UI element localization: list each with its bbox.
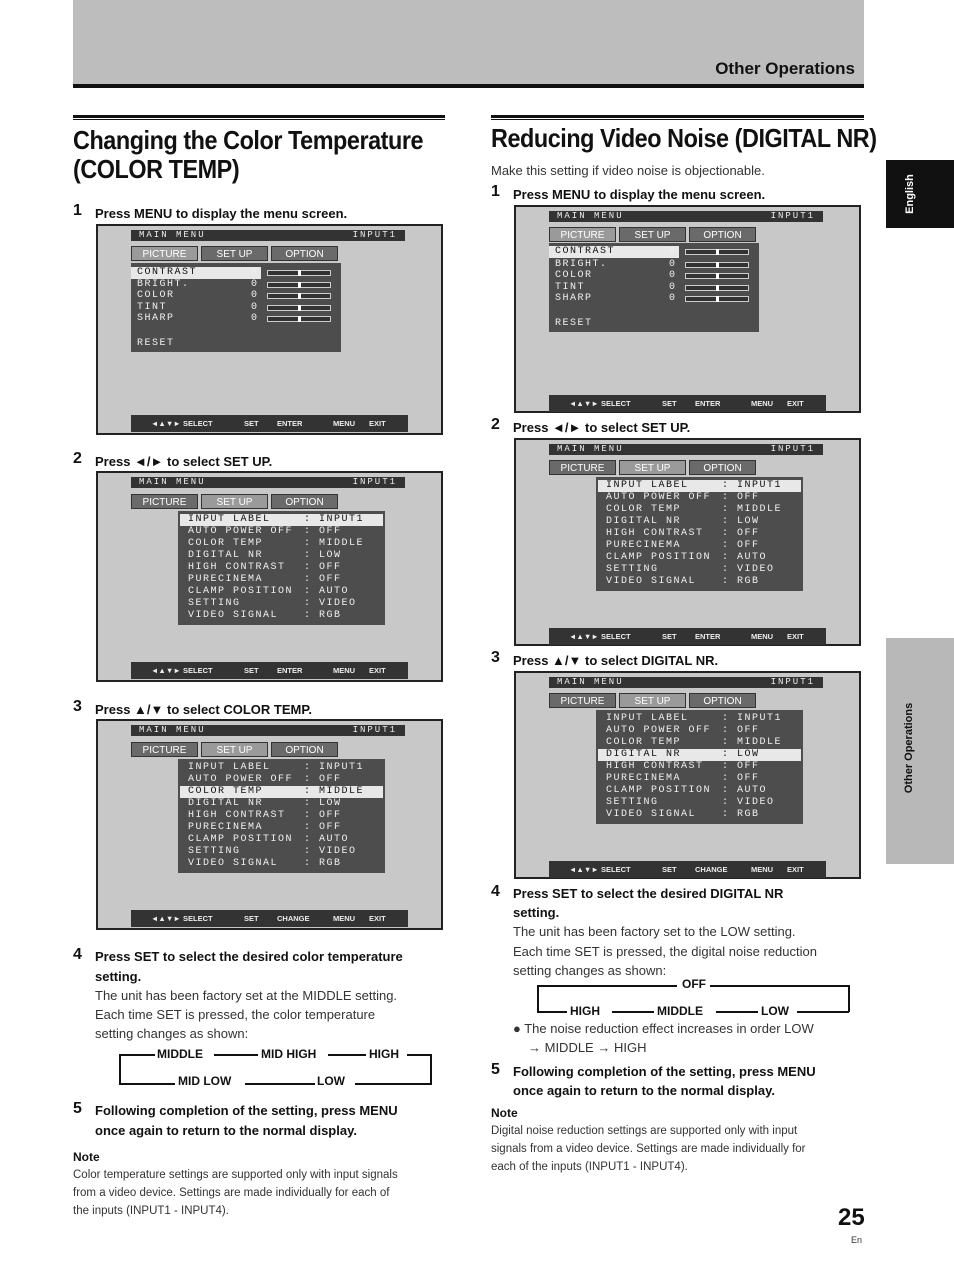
left-step-4e: setting changes as shown: xyxy=(95,1026,249,1041)
value: : MIDDLE xyxy=(304,786,365,797)
value: 0 xyxy=(251,279,259,290)
menu-row[interactable]: SHARP xyxy=(137,313,175,324)
menu-row[interactable]: PURECINEMA xyxy=(606,540,682,551)
right-step-5b: once again to return to the normal display. xyxy=(513,1083,775,1098)
lang-tab-label: English xyxy=(903,174,916,214)
menu-row[interactable]: HIGH CONTRAST xyxy=(188,562,286,573)
tab-option[interactable]: OPTION xyxy=(271,246,338,261)
tab-option[interactable]: OPTION xyxy=(689,460,756,475)
menu-row[interactable]: VIDEO SIGNAL xyxy=(606,809,697,820)
left-note-3: the inputs (INPUT1 - INPUT4). xyxy=(73,1205,229,1217)
left-step-2: Press ◄/► to select SET UP. xyxy=(95,454,273,469)
value: : VIDEO xyxy=(722,564,775,575)
tab-picture[interactable]: PICTURE xyxy=(549,227,616,242)
slider[interactable] xyxy=(685,262,749,268)
value: : OFF xyxy=(722,761,760,772)
menu-row[interactable]: CLAMP POSITION xyxy=(188,586,294,597)
step-number: 4 xyxy=(491,883,500,900)
flow-middle: MIDDLE xyxy=(657,1004,703,1018)
value: : OFF xyxy=(722,492,760,503)
step-number: 2 xyxy=(491,416,500,433)
menu-row[interactable]: COLOR xyxy=(555,270,593,281)
picture-panel xyxy=(549,243,759,332)
menu-row[interactable]: CONTRAST xyxy=(549,246,679,258)
menu-row[interactable]: PURECINEMA xyxy=(188,822,264,833)
menu-row[interactable]: AUTO POWER OFF xyxy=(188,774,294,785)
flow-high: HIGH xyxy=(570,1004,600,1018)
value: : INPUT1 xyxy=(304,762,365,773)
tab-setup[interactable]: SET UP xyxy=(619,227,686,242)
left-title-2: (COLOR TEMP) xyxy=(73,154,240,184)
menu-row[interactable]: SETTING xyxy=(188,846,241,857)
value: : OFF xyxy=(722,725,760,736)
value: 0 xyxy=(669,259,677,270)
menu-footer: ◄▲▼► SELECT SET ENTER MENU EXIT xyxy=(549,628,826,645)
value: : OFF xyxy=(304,574,342,585)
left-note-2: from a video device. Settings are made individually for each of xyxy=(73,1187,390,1199)
tab-picture[interactable]: PICTURE xyxy=(549,460,616,475)
menu-row[interactable]: VIDEO SIGNAL xyxy=(606,576,697,587)
menu-footer: ◄▲▼► SELECT SET ENTER MENU EXIT xyxy=(549,395,826,412)
value: : RGB xyxy=(722,576,760,587)
right-step-2: Press ◄/► to select SET UP. xyxy=(513,420,691,435)
flow-middle: MIDDLE xyxy=(157,1047,203,1061)
menu-row[interactable]: AUTO POWER OFF xyxy=(188,526,294,537)
right-rule xyxy=(491,115,864,120)
value: 0 xyxy=(669,270,677,281)
slider[interactable] xyxy=(685,296,749,302)
tab-picture[interactable]: PICTURE xyxy=(131,742,198,757)
menu-row[interactable]: AUTO POWER OFF xyxy=(606,725,712,736)
value: : OFF xyxy=(722,528,760,539)
menu-title-bar: MAIN MENU INPUT1 xyxy=(549,211,823,222)
menu-row[interactable]: COLOR TEMP xyxy=(188,538,264,549)
menu-row[interactable]: CLAMP POSITION xyxy=(606,552,712,563)
value: : AUTO xyxy=(722,785,768,796)
value: : LOW xyxy=(304,798,342,809)
right-step-4d: Each time SET is pressed, the digital noise reduction xyxy=(513,944,817,959)
left-note-1: Color temperature settings are supported only with input signals xyxy=(73,1169,398,1181)
step-number: 3 xyxy=(73,698,82,715)
step-number: 4 xyxy=(73,946,82,963)
value: : RGB xyxy=(722,809,760,820)
right-bullet-2: → MIDDLE → HIGH xyxy=(528,1040,647,1055)
menu-row[interactable]: SHARP xyxy=(555,293,593,304)
menu-row[interactable]: CLAMP POSITION xyxy=(188,834,294,845)
menu-screen xyxy=(96,471,443,682)
value: : OFF xyxy=(722,540,760,551)
menu-row[interactable]: COLOR TEMP xyxy=(606,504,682,515)
right-note-title: Note xyxy=(491,1106,518,1120)
slider[interactable] xyxy=(685,273,749,279)
tab-option[interactable]: OPTION xyxy=(271,494,338,509)
menu-row[interactable]: DIGITAL NR xyxy=(606,516,682,527)
value: 0 xyxy=(669,282,677,293)
other-ops-tab-label: Other Operations xyxy=(903,702,916,794)
value: 0 xyxy=(669,293,677,304)
right-step-5a: Following completion of the setting, press MENU xyxy=(513,1064,816,1079)
value: : OFF xyxy=(304,822,342,833)
other-ops-tab xyxy=(886,638,954,864)
value: : RGB xyxy=(304,610,342,621)
tab-option[interactable]: OPTION xyxy=(689,227,756,242)
left-step-1: Press MENU to display the menu screen. xyxy=(95,206,348,221)
menu-row[interactable]: COLOR TEMP xyxy=(606,737,682,748)
menu-row[interactable]: TINT xyxy=(137,302,168,313)
menu-footer: ◄▲▼► SELECT SET CHANGE MENU EXIT xyxy=(131,910,408,927)
value: : LOW xyxy=(722,516,760,527)
menu-footer: ◄▲▼► SELECT SET CHANGE MENU EXIT xyxy=(549,861,826,878)
value: 0 xyxy=(251,267,259,278)
value: : AUTO xyxy=(304,586,350,597)
menu-row[interactable]: COLOR xyxy=(137,290,175,301)
left-title-1: Changing the Color Temperature xyxy=(73,125,424,155)
menu-screen xyxy=(514,205,861,413)
menu-row[interactable]: BRIGHT. xyxy=(555,259,608,270)
value: 0 xyxy=(669,246,677,257)
slider[interactable] xyxy=(267,293,331,299)
slider[interactable] xyxy=(685,285,749,291)
picture-panel xyxy=(131,263,341,352)
menu-row[interactable]: HIGH CONTRAST xyxy=(188,810,286,821)
menu-title-bar: MAIN MENU INPUT1 xyxy=(131,230,405,241)
setup-panel xyxy=(178,511,385,625)
menu-title-bar: MAIN MENU INPUT1 xyxy=(549,677,823,688)
section-title: Other Operations xyxy=(715,59,855,78)
value: : OFF xyxy=(722,773,760,784)
value: : INPUT1 xyxy=(722,480,783,491)
flow-midlow: MID LOW xyxy=(178,1074,232,1088)
value: : VIDEO xyxy=(304,598,357,609)
menu-footer: ◄▲▼► SELECT SET ENTER MENU EXIT xyxy=(131,662,408,679)
flow-off: OFF xyxy=(682,977,706,991)
tab-setup[interactable]: SET UP xyxy=(201,246,268,261)
menu-row[interactable]: INPUT LABEL xyxy=(606,713,689,724)
tab-picture[interactable]: PICTURE xyxy=(131,494,198,509)
value: : LOW xyxy=(722,749,760,760)
left-step-4d: Each time SET is pressed, the color temperature xyxy=(95,1007,376,1022)
slider[interactable] xyxy=(267,282,331,288)
flow-midhigh: MID HIGH xyxy=(261,1047,317,1061)
lang-tab xyxy=(886,160,954,228)
step-number: 1 xyxy=(73,202,82,219)
slider[interactable] xyxy=(267,316,331,322)
flow-high: HIGH xyxy=(369,1047,399,1061)
page-number: 25 xyxy=(838,1204,865,1231)
left-step-3: Press ▲/▼ to select COLOR TEMP. xyxy=(95,702,312,717)
right-step-4e: setting changes as shown: xyxy=(513,963,667,978)
menu-row[interactable]: SETTING xyxy=(606,564,659,575)
value: : MIDDLE xyxy=(304,538,365,549)
menu-row[interactable]: INPUT LABEL xyxy=(180,514,383,526)
menu-title-bar: MAIN MENU INPUT1 xyxy=(131,477,405,488)
value: : VIDEO xyxy=(304,846,357,857)
menu-row[interactable]: SETTING xyxy=(606,797,659,808)
menu-row[interactable]: HIGH CONTRAST xyxy=(606,528,704,539)
menu-screen xyxy=(514,438,861,646)
right-step-4a: Press SET to select the desired DIGITAL NR xyxy=(513,886,784,901)
menu-row[interactable]: CONTRAST xyxy=(131,267,261,279)
left-rule xyxy=(73,115,445,120)
step-number: 2 xyxy=(73,450,82,467)
menu-row[interactable]: TINT xyxy=(555,282,586,293)
step-number: 5 xyxy=(73,1100,82,1117)
value: 0 xyxy=(251,302,259,313)
right-note-3: each of the inputs (INPUT1 - INPUT4). xyxy=(491,1161,688,1173)
right-note-2: signals from a video device. Settings are made individually for xyxy=(491,1143,806,1155)
value: : MIDDLE xyxy=(722,504,783,515)
menu-row[interactable]: DIGITAL NR xyxy=(188,798,264,809)
value: : AUTO xyxy=(304,834,350,845)
menu-row[interactable]: INPUT LABEL xyxy=(598,480,801,492)
menu-row[interactable]: BRIGHT. xyxy=(137,279,190,290)
value: : MIDDLE xyxy=(722,737,783,748)
right-intro: Make this setting if video noise is objectionable. xyxy=(491,163,765,178)
slider[interactable] xyxy=(267,270,331,276)
value: 0 xyxy=(251,290,259,301)
menu-row[interactable]: CLAMP POSITION xyxy=(606,785,712,796)
menu-row[interactable]: INPUT LABEL xyxy=(188,762,271,773)
right-note-1: Digital noise reduction settings are supported only with input xyxy=(491,1125,798,1137)
tab-option[interactable]: OPTION xyxy=(689,693,756,708)
menu-row[interactable]: SETTING xyxy=(188,598,241,609)
right-bullet-1: ● The noise reduction effect increases in order LOW xyxy=(513,1021,814,1036)
setup-panel xyxy=(596,477,803,591)
left-step-4c: The unit has been factory set at the MIDDLE setting. xyxy=(95,988,398,1003)
value: : AUTO xyxy=(722,552,768,563)
value: 0 xyxy=(251,313,259,324)
slider[interactable] xyxy=(685,249,749,255)
menu-screen xyxy=(514,671,861,879)
menu-row[interactable]: DIGITAL NR xyxy=(598,749,801,761)
menu-footer: ◄▲▼► SELECT SET ENTER MENU EXIT xyxy=(131,415,408,432)
menu-row[interactable]: PURECINEMA xyxy=(606,773,682,784)
right-title: Reducing Video Noise (DIGITAL NR) xyxy=(491,123,877,153)
menu-row[interactable]: COLOR TEMP xyxy=(180,786,383,798)
left-step-4a: Press SET to select the desired color temperature xyxy=(95,949,403,964)
flow-low: LOW xyxy=(761,1004,789,1018)
setup-panel xyxy=(178,759,385,873)
right-step-4b: setting. xyxy=(513,905,560,920)
flow-low: LOW xyxy=(317,1074,345,1088)
value: : INPUT1 xyxy=(304,514,365,525)
value: : INPUT1 xyxy=(722,713,783,724)
menu-row[interactable]: VIDEO SIGNAL xyxy=(188,610,279,621)
menu-title-bar: MAIN MENU INPUT1 xyxy=(549,444,823,455)
left-step-4b: setting. xyxy=(95,969,142,984)
step-number: 1 xyxy=(491,183,500,200)
left-step-5a: Following completion of the setting, press MENU xyxy=(95,1103,398,1118)
value: : OFF xyxy=(304,526,342,537)
menu-row[interactable]: AUTO POWER OFF xyxy=(606,492,712,503)
tab-setup[interactable]: SET UP xyxy=(619,693,686,708)
tab-setup[interactable]: SET UP xyxy=(619,460,686,475)
menu-title-bar: MAIN MENU INPUT1 xyxy=(131,725,405,736)
menu-screen xyxy=(96,224,443,435)
page-lang: En xyxy=(851,1235,863,1245)
tab-setup[interactable]: SET UP xyxy=(201,494,268,509)
value: : RGB xyxy=(304,858,342,869)
tab-picture[interactable]: PICTURE xyxy=(549,693,616,708)
step-number: 5 xyxy=(491,1061,500,1078)
left-note-title: Note xyxy=(73,1150,100,1164)
value: : VIDEO xyxy=(722,797,775,808)
value: : OFF xyxy=(304,774,342,785)
menu-row[interactable]: HIGH CONTRAST xyxy=(606,761,704,772)
menu-row[interactable]: DIGITAL NR xyxy=(188,550,264,561)
setup-panel xyxy=(596,710,803,824)
right-step-4c: The unit has been factory set to the LOW setting. xyxy=(513,924,796,939)
value: : LOW xyxy=(304,550,342,561)
slider[interactable] xyxy=(267,305,331,311)
left-step-5b: once again to return to the normal display. xyxy=(95,1123,357,1138)
value: : OFF xyxy=(304,562,342,573)
value: : OFF xyxy=(304,810,342,821)
menu-row[interactable]: VIDEO SIGNAL xyxy=(188,858,279,869)
tab-option[interactable]: OPTION xyxy=(271,742,338,757)
tab-picture[interactable]: PICTURE xyxy=(131,246,198,261)
menu-row-reset[interactable]: RESET xyxy=(555,318,593,329)
right-step-1: Press MENU to display the menu screen. xyxy=(513,187,766,202)
menu-row-reset[interactable]: RESET xyxy=(137,338,175,349)
right-step-3: Press ▲/▼ to select DIGITAL NR. xyxy=(513,653,719,668)
tab-setup[interactable]: SET UP xyxy=(201,742,268,757)
menu-screen xyxy=(96,719,443,930)
menu-row[interactable]: PURECINEMA xyxy=(188,574,264,585)
step-number: 3 xyxy=(491,649,500,666)
